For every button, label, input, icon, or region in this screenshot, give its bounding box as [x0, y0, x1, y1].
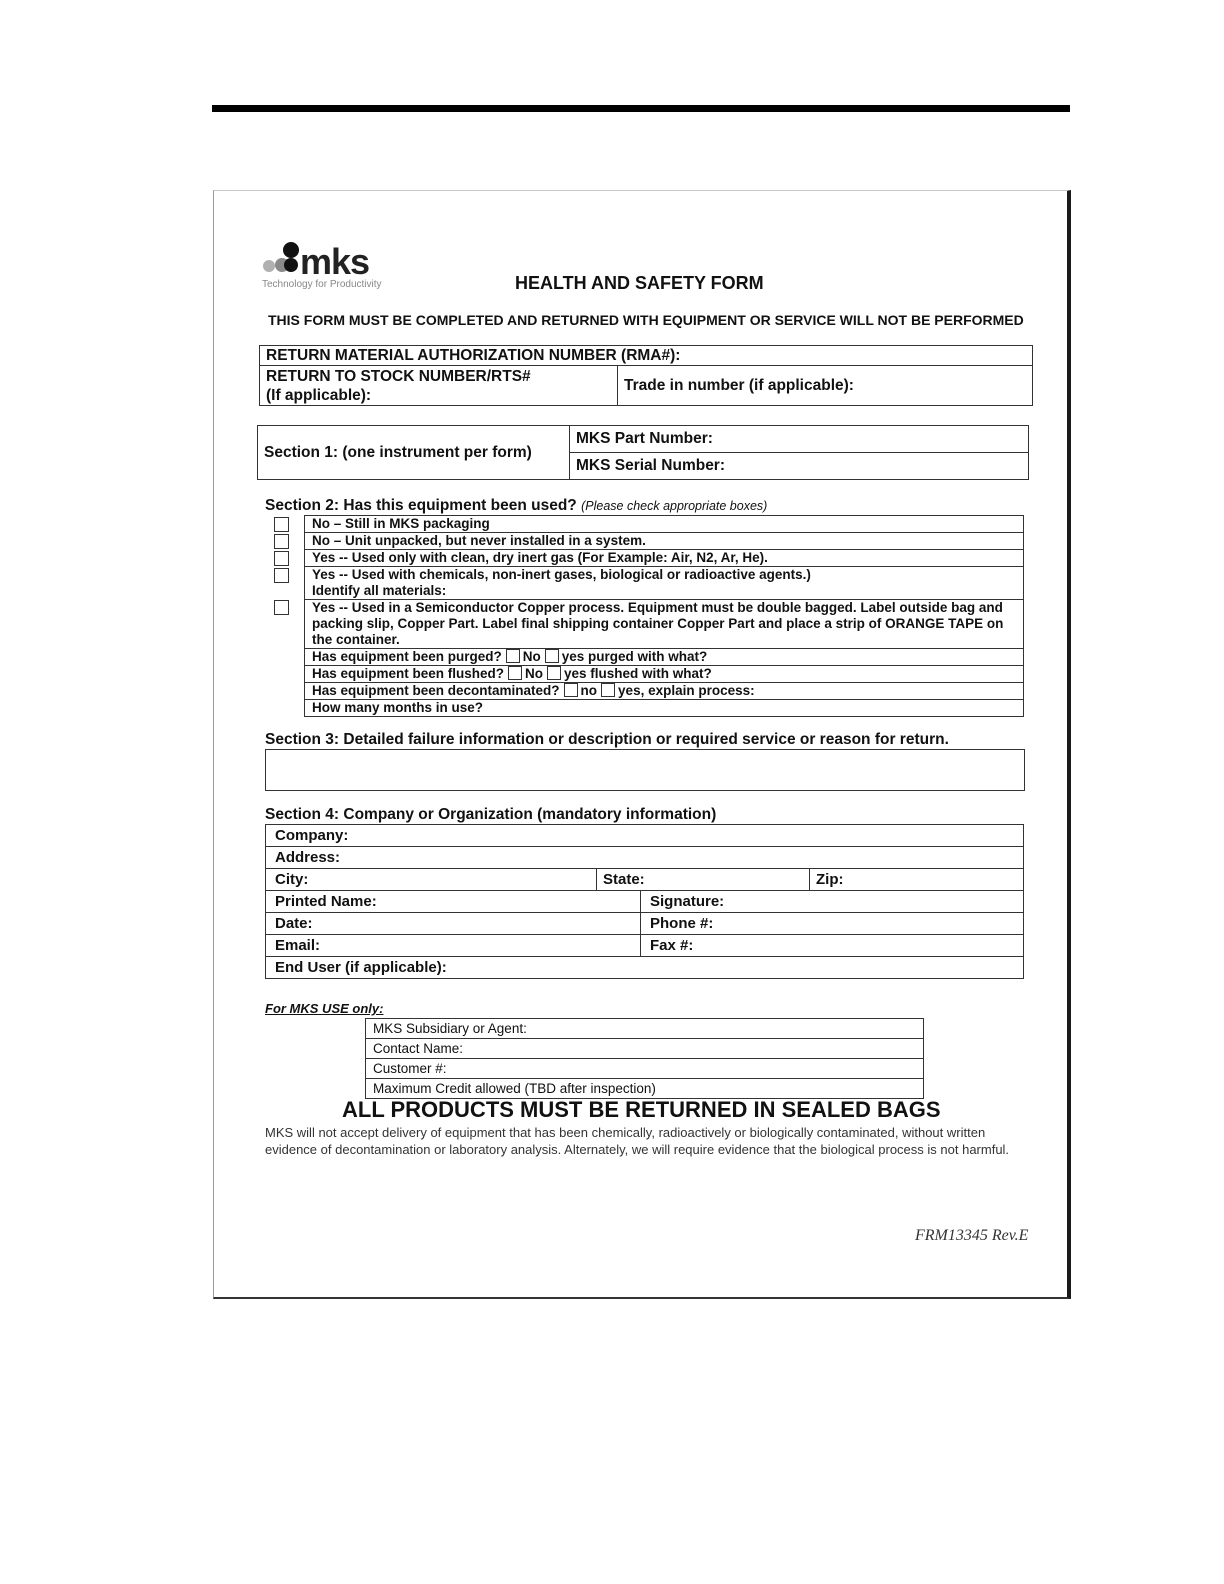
printed-name-label: Printed Name: [275, 893, 377, 910]
logo-tagline: Technology for Productivity [262, 279, 382, 290]
decon-yes-label: yes, explain process: [618, 683, 755, 698]
state-field[interactable] [597, 869, 810, 890]
max-credit-label: Maximum Credit allowed (TBD after inspection) [373, 1081, 656, 1096]
flushed-yes-label: yes flushed with what? [564, 666, 712, 681]
email-field[interactable] [266, 935, 641, 957]
option-row-5 [305, 600, 1024, 649]
rma-number-field[interactable] [260, 346, 1033, 366]
rts-label-line1: RETURN TO STOCK NUMBER/RTS# [266, 367, 531, 385]
option-row-3 [305, 550, 1024, 567]
disclaimer-text: MKS will not accept delivery of equipment that has been chemically, radioactively or biologically contaminated, without written evidence of decontamination or laboratory analysis. Alternately, we will require evidence that the biological process is not harmful. [265, 1125, 1010, 1157]
contact-name-label: Contact Name: [373, 1041, 464, 1056]
part-number-field[interactable] [570, 426, 1029, 453]
months-in-use-row[interactable] [305, 700, 1024, 717]
rma-label: RETURN MATERIAL AUTHORIZATION NUMBER (RMA#): [266, 346, 681, 364]
logo-dots-icon [262, 239, 302, 275]
end-user-label: End User (if applicable): [275, 959, 447, 976]
option-checkbox-5[interactable] [274, 600, 289, 615]
option-checkbox-4[interactable] [274, 568, 289, 583]
decon-question: Has equipment been decontaminated? [312, 683, 560, 698]
date-field[interactable] [266, 913, 641, 935]
section4-table [265, 824, 1024, 979]
failure-description-field[interactable] [265, 749, 1025, 791]
flushed-row [305, 666, 1024, 683]
fax-field[interactable] [641, 935, 1024, 957]
section2-heading [265, 497, 767, 515]
part-number-label: MKS Part Number: [576, 430, 713, 447]
customer-number-label: Customer #: [373, 1061, 447, 1076]
top-rule [212, 105, 1070, 112]
end-user-field[interactable] [266, 957, 1024, 979]
option-text-2: No – Unit unpacked, but never installed in a system. [312, 533, 646, 548]
section1-table [257, 425, 1029, 480]
city-field[interactable] [266, 869, 597, 890]
contact-name-field[interactable] [366, 1039, 924, 1059]
purged-row [305, 649, 1024, 666]
trade-in-field[interactable] [618, 366, 1033, 406]
mks-use-heading: For MKS USE only: [265, 1001, 384, 1016]
section4-heading: Section 4: Company or Organization (mandatory information) [265, 806, 717, 823]
decon-no-checkbox[interactable] [564, 683, 578, 697]
flushed-no-label: No [525, 666, 544, 681]
rma-table [259, 345, 1033, 406]
flushed-question: Has equipment been flushed? [312, 666, 505, 681]
purged-yes-checkbox[interactable] [545, 649, 559, 663]
state-label: State: [603, 871, 645, 888]
flushed-yes-checkbox[interactable] [547, 666, 561, 680]
email-label: Email: [275, 937, 321, 954]
mks-subsidiary-field[interactable] [366, 1019, 924, 1039]
purged-no-checkbox[interactable] [506, 649, 520, 663]
section2-heading-text: Section 2: Has this equipment been used? [265, 497, 577, 514]
city-state-zip-row [266, 869, 1023, 890]
section3-heading: Section 3: Detailed failure information or description or required service or reason for return. [265, 731, 949, 748]
phone-field[interactable] [641, 913, 1024, 935]
purged-no-label: No [522, 649, 541, 664]
zip-field[interactable] [810, 869, 1024, 890]
zip-label: Zip: [816, 871, 844, 888]
purged-yes-label: yes purged with what? [561, 649, 708, 664]
form-title: HEALTH AND SAFETY FORM [515, 273, 764, 293]
option-text-4: Yes -- Used with chemicals, non-inert gases, biological or radioactive agents.) [312, 567, 811, 582]
logo-wordmark: mks [300, 241, 370, 282]
serial-number-label: MKS Serial Number: [576, 457, 726, 474]
section1-label-cell [258, 426, 570, 480]
rts-number-field[interactable] [260, 366, 618, 406]
printed-name-field[interactable] [266, 891, 641, 913]
form-notice: THIS FORM MUST BE COMPLETED AND RETURNED WITH EQUIPMENT OR SERVICE WILL NOT BE PERFORMED [268, 312, 1024, 328]
trade-label: Trade in number (if applicable): [624, 376, 854, 394]
address-field[interactable] [266, 847, 1024, 869]
date-label: Date: [275, 915, 313, 932]
option-checkbox-2[interactable] [274, 534, 289, 549]
company-field[interactable] [266, 825, 1024, 847]
section2-hint: (Please check appropriate boxes) [581, 499, 768, 513]
decon-yes-checkbox[interactable] [601, 683, 615, 697]
option-row-4 [305, 567, 1024, 600]
decon-no-label: no [580, 683, 598, 698]
option-row-2 [305, 533, 1024, 550]
phone-label: Phone #: [650, 915, 714, 932]
section2-table [304, 515, 1024, 717]
rts-label-line2: (If applicable): [266, 386, 372, 404]
customer-number-field[interactable] [366, 1059, 924, 1079]
mks-subsidiary-label: MKS Subsidiary or Agent: [373, 1021, 527, 1036]
city-label: City: [275, 871, 309, 888]
mks-logo [262, 239, 392, 293]
option-text-3: Yes -- Used only with clean, dry inert gas (For Example: Air, N2, Ar, He). [312, 550, 768, 565]
serial-number-field[interactable] [570, 453, 1029, 480]
max-credit-field[interactable] [366, 1079, 924, 1099]
decon-row [305, 683, 1024, 700]
fax-label: Fax #: [650, 937, 694, 954]
sealed-bags-notice: ALL PRODUCTS MUST BE RETURNED IN SEALED BAGS [342, 1097, 941, 1122]
form-page [213, 190, 1071, 1299]
form-number: FRM13345 Rev.E [915, 1227, 1029, 1244]
option-checkbox-1[interactable] [274, 517, 289, 532]
signature-label: Signature: [650, 893, 725, 910]
section1-label: Section 1: (one instrument per form) [264, 443, 532, 461]
option-text-1: No – Still in MKS packaging [312, 516, 490, 531]
option-text-5: Yes -- Used in a Semiconductor Copper process. Equipment must be double bagged. Label outside bag and packing slip, Copper Part. Label final shipping container Copper Part and place a strip of ORANGE TAPE on the container. [312, 600, 1004, 647]
flushed-no-checkbox[interactable] [508, 666, 522, 680]
address-label: Address: [275, 849, 341, 866]
months-in-use-label: How many months in use? [312, 700, 484, 715]
company-label: Company: [275, 827, 349, 844]
identify-materials-label: Identify all materials: [312, 583, 447, 598]
option-row-1 [305, 516, 1024, 533]
mks-use-table [365, 1018, 924, 1099]
signature-field[interactable] [641, 891, 1024, 913]
option-checkbox-3[interactable] [274, 551, 289, 566]
purged-question: Has equipment been purged? [312, 649, 502, 664]
